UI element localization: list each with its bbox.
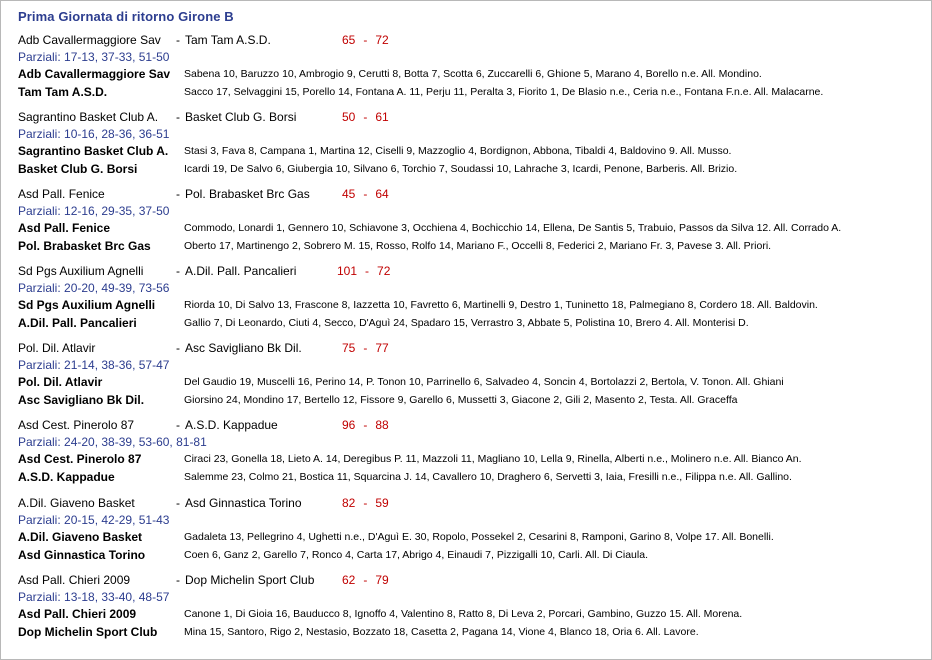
final-score: 101 - 72 [337,264,391,278]
away-team-name: A.Dil. Pall. Pancalieri [185,264,297,278]
away-team-name: Asd Ginnastica Torino [185,496,302,510]
partial-scores: Parziali: 24-20, 38-39, 53-60, 81-81 [18,435,207,449]
home-score: 62 [342,573,356,587]
game-block [1,495,931,573]
home-team-name: Sagrantino Basket Club A. [18,110,159,124]
final-score: 82 - 59 [342,496,389,510]
away-roster: Gallio 7, Di Leonardo, Ciuti 4, Secco, D'Aguì 24, Spadaro 15, Verrastro 3, Abbate 5, Polistina 10, Brero 4. All. Monterisi D. [184,317,749,329]
home-team-label: Asd Pall. Fenice [18,221,111,235]
partial-scores: Parziali: 12-16, 29-35, 37-50 [18,204,170,218]
away-team-label: A.Dil. Pall. Pancalieri [18,316,137,330]
partial-scores: Parziali: 17-13, 37-33, 51-50 [18,50,170,64]
vs-dash: - [176,187,180,201]
home-roster: Sabena 10, Baruzzo 10, Ambrogio 9, Cerutti 8, Botta 7, Scotta 6, Zuccarelli 6, Ghione 5, Marano 4, Borello n.e. All. Mondino. [184,68,762,80]
game-block [1,109,931,187]
away-score: 59 [375,496,389,510]
home-team-name: Pol. Dil. Atlavir [18,341,96,355]
vs-dash: - [176,341,180,355]
game-block [1,32,931,110]
final-score: 75 - 77 [342,341,389,355]
home-roster: Commodo, Lonardi 1, Gennero 10, Schiavone 3, Occhiena 4, Bochicchio 14, Ellena, De Santis 5, Trabuio, Passos da Silva 12. All. Corrado A. [184,222,842,234]
away-team-label: Pol. Brabasket Brc Gas [18,239,151,253]
home-team-name: Asd Pall. Chieri 2009 [18,573,131,587]
home-team-label: Sd Pgs Auxilium Agnelli [18,298,156,312]
game-block [1,417,931,495]
final-score: 45 - 64 [342,187,389,201]
away-score: 88 [375,418,389,432]
away-roster: Icardi 19, De Salvo 6, Giubergia 10, Silvano 6, Torchio 7, Soudassi 10, Lahrache 3, Icardi, Penone, Barberis. All. Brizio. [184,163,738,175]
home-team-name: Sd Pgs Auxilium Agnelli [18,264,144,278]
home-team-name: Asd Cest. Pinerolo 87 [18,418,135,432]
home-score: 96 [342,418,356,432]
home-team-label: Sagrantino Basket Club A. [18,144,169,158]
vs-dash: - [176,110,180,124]
away-team-name: Tam Tam A.S.D. [185,33,271,47]
away-team-label: A.S.D. Kappadue [18,470,115,484]
home-score: 45 [342,187,356,201]
home-team-name: A.Dil. Giaveno Basket [18,496,135,510]
away-score: 61 [375,110,389,124]
away-roster: Coen 6, Ganz 2, Garello 7, Ronco 4, Carta 17, Abrigo 4, Einaudi 7, Pizzigalli 10, Carli. All. Di Ciaula. [184,549,648,561]
away-team-label: Asc Savigliano Bk Dil. [18,393,145,407]
home-roster: Gadaleta 13, Pellegrino 4, Ughetti n.e., D'Aguì E. 30, Ropolo, Possekel 2, Cesarini 8, Ramponi, Garino 8, Volpe 17. All. Bonelli. [184,531,774,543]
partial-scores: Parziali: 21-14, 38-36, 57-47 [18,358,170,372]
home-team-label: Asd Pall. Chieri 2009 [18,607,137,621]
vs-dash: - [176,264,180,278]
game-block [1,186,931,264]
away-team-label: Basket Club G. Borsi [18,162,138,176]
away-team-name: Dop Michelin Sport Club [185,573,315,587]
home-team-label: Pol. Dil. Atlavir [18,375,103,389]
partial-scores: Parziali: 10-16, 28-36, 36-51 [18,127,170,141]
away-score: 79 [375,573,389,587]
away-team-name: Pol. Brabasket Brc Gas [185,187,310,201]
final-score: 62 - 79 [342,573,389,587]
away-roster: Sacco 17, Selvaggini 15, Porello 14, Fontana A. 11, Perju 11, Peralta 3, Fiorito 1, De Blasio n.e., Ceria n.e., Fontana F.n.e. All. Malacarne. [184,86,824,98]
page-title: Prima Giornata di ritorno Girone B [18,9,234,24]
home-score: 75 [342,341,356,355]
away-roster: Salemme 23, Colmo 21, Bostica 11, Squarcina J. 14, Cavallero 10, Draghero 6, Servetti 3, Iaia, Fresilli n.e., Filippa n.e. All. Gallino. [184,471,792,483]
final-score: 50 - 61 [342,110,389,124]
away-score: 77 [375,341,389,355]
final-score: 65 - 72 [342,33,389,47]
game-block [1,263,931,341]
home-roster: Riorda 10, Di Salvo 13, Frascone 8, Iazzetta 10, Favretto 6, Martinelli 9, Destro 1, Tuninetto 18, Palmegiano 8, Cordero 18. All. Baldovin. [184,299,818,311]
away-team-name: Asc Savigliano Bk Dil. [185,341,302,355]
away-team-label: Asd Ginnastica Torino [18,548,146,562]
away-team-label: Tam Tam A.S.D. [18,85,108,99]
final-score: 96 - 88 [342,418,389,432]
home-score: 50 [342,110,356,124]
game-block [1,340,931,418]
partial-scores: Parziali: 20-20, 49-39, 73-56 [18,281,170,295]
home-roster: Ciraci 23, Gonella 18, Lieto A. 14, Deregibus P. 11, Mazzoli 11, Magliano 10, Lella 9, Rinella, Alberti n.e., Molinero n.e. All. Bianco An. [184,453,802,465]
away-score: 64 [375,187,389,201]
home-score: 82 [342,496,356,510]
away-team-name: A.S.D. Kappadue [185,418,278,432]
away-score: 72 [375,33,389,47]
away-team-name: Basket Club G. Borsi [185,110,297,124]
away-roster: Giorsino 24, Mondino 17, Bertello 12, Fissore 9, Garello 6, Mussetti 3, Giacone 2, Gili 2, Masento 2, Testa. All. Graceffa [184,394,738,406]
partial-scores: Parziali: 20-15, 42-29, 51-43 [18,513,170,527]
away-roster: Oberto 17, Martinengo 2, Sobrero M. 15, Rosso, Rolfo 14, Mariano F., Occelli 8, Federici 2, Mariano Fr. 3, Pavese 3. All. Priori. [184,240,772,252]
home-roster: Canone 1, Di Gioia 16, Bauducco 8, Ignoffo 4, Valentino 8, Ratto 8, Di Leva 2, Porcari, Gambino, Guzzo 15. All. Morena. [184,608,743,620]
vs-dash: - [176,418,180,432]
home-team-label: A.Dil. Giaveno Basket [18,530,143,544]
game-block [1,572,931,650]
home-team-label: Asd Cest. Pinerolo 87 [18,452,142,466]
home-team-label: Adb Cavallermaggiore Sav [18,67,171,81]
away-team-label: Dop Michelin Sport Club [18,625,158,639]
home-roster: Stasi 3, Fava 8, Campana 1, Martina 12, Ciselli 9, Mazzoglio 4, Bordignon, Abbona, Tibaldi 4, Baldovino 9. All. Musso. [184,145,732,157]
home-score: 101 [337,264,358,278]
home-team-name: Asd Pall. Fenice [18,187,105,201]
home-score: 65 [342,33,356,47]
home-team-name: Adb Cavallermaggiore Sav [18,33,161,47]
partial-scores: Parziali: 13-18, 33-40, 48-57 [18,590,170,604]
vs-dash: - [176,573,180,587]
away-roster: Mina 15, Santoro, Rigo 2, Nestasio, Bozzato 18, Casetta 2, Pagana 14, Vione 4, Blanco 18, Oria 6. All. Lavore. [184,626,699,638]
vs-dash: - [176,496,180,510]
away-score: 72 [377,264,391,278]
vs-dash: - [176,33,180,47]
home-roster: Del Gaudio 19, Muscelli 16, Perino 14, P. Tonon 10, Parrinello 6, Salvadeo 4, Soncin 4, Bortolazzi 2, Bertola, V. Tonon. All. Ghiani [184,376,784,388]
